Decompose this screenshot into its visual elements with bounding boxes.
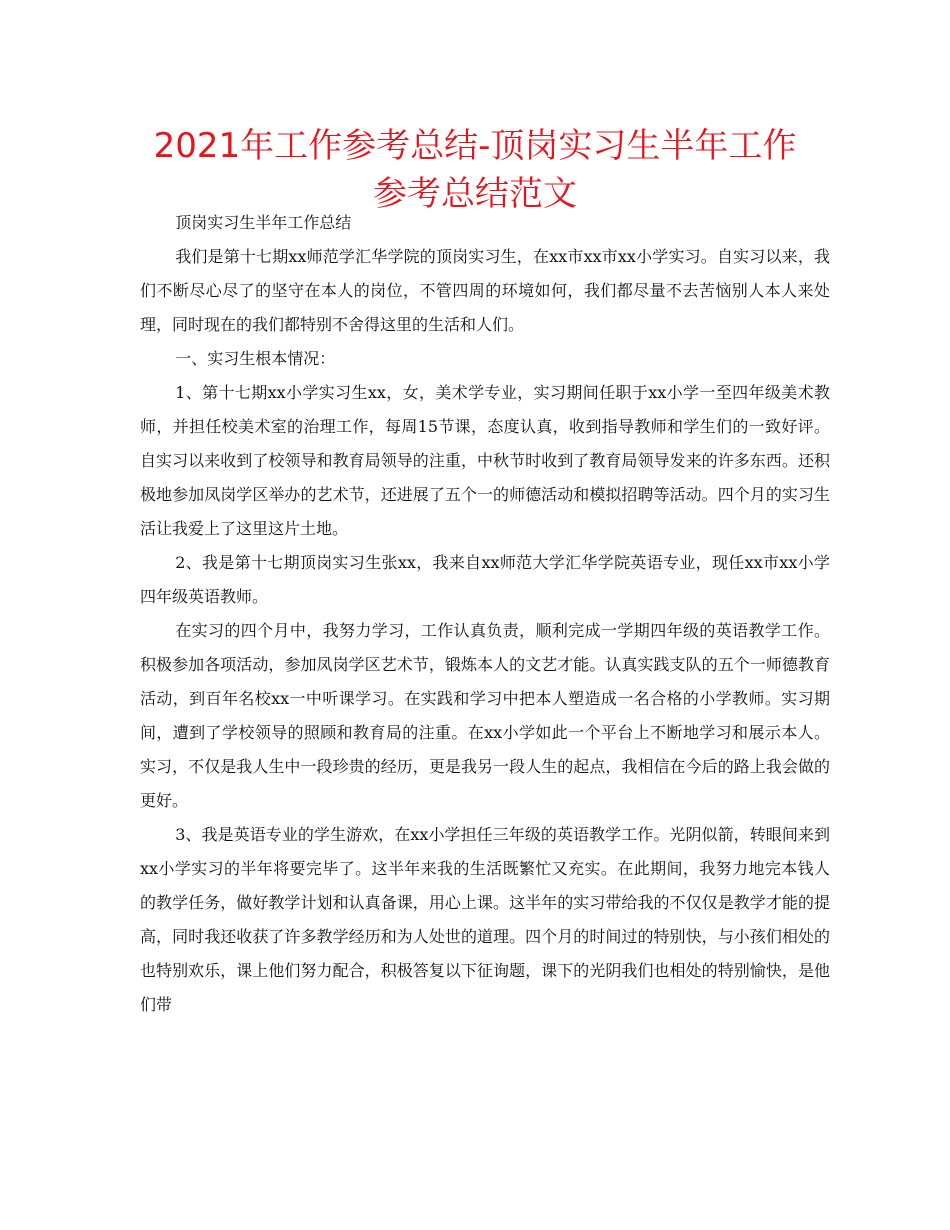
paragraph-intern-2: 2、我是第十七期顶岗实习生张xx，我来自xx师范大学汇华学院英语专业，现任xx市xx小学四年级英语教师。 — [140, 553, 830, 606]
paragraph-subtitle: 顶岗实习生半年工作总结 — [175, 213, 352, 232]
paragraph-intern-2-detail: 在实习的四个月中，我努力学习，工作认真负责，顺利完成一学期四年级的英语教学工作。积极参加各项活动，参加凤岗学区艺术节，锻炼本人的文艺才能。认真实践支队的五个一师德教育活动，到百年名校xx一中听课学习。在实践和学习中把本人塑造成一名合格的小学教师。实习期间，遭到了学校领导的照顾和教育局的注重。在xx小学如此一个平台上不断地学习和展示本人。实习，不仅是我人生中一段珍贵的经历，更是我另一段人生的起点，我相信在今后的路上我会做的更好。 — [140, 621, 830, 810]
document-title: 2021年工作参考总结-顶岗实习生半年工作参考总结范文 — [153, 126, 797, 214]
paragraph-intro: 我们是第十七期xx师范学汇华学院的顶岗实习生，在xx市xx市xx小学实习。自实习以来，我们不断尽心尽了的坚守在本人的岗位，不管四周的环境如何，我们都尽量不去苦恼别人本人来处理，同时现在的我们都特别不舍得这里的生活和人们。 — [140, 247, 830, 334]
section-heading-basic-info: 一、实习生根本情况： — [175, 349, 336, 368]
document-body — [140, 206, 830, 1022]
paragraph-intern-1: 1、第十七期xx小学实习生xx，女，美术学专业，实习期间任职于xx小学一至四年级美术教师，并担任校美术室的治理工作，每周15节课，态度认真，收到指导教师和学生们的一致好评。自实习以来收到了校领导和教育局领导的注重，中秋节时收到了教育局领导发来的许多东西。还积极地参加凤岗学区举办的艺术节，还进展了五个一的师德活动和模拟招聘等活动。四个月的实习生活让我爱上了这里这片土地。 — [140, 383, 830, 538]
paragraph-intern-3: 3、我是英语专业的学生游欢，在xx小学担任三年级的英语教学工作。光阴似箭，转眼间来到xx小学实习的半年将要完毕了。这半年来我的生活既繁忙又充实。在此期间，我努力地完本钱人的教学任务，做好教学计划和认真备课，用心上课。这半年的实习带给我的不仅仅是教学才能的提高，同时我还收获了许多教学经历和为人处世的道理。四个月的时间过的特别快，与小孩们相处的也特别欢乐，课上他们努力配合，积极答复以下征询题，课下的光阴我们也相处的特别愉快，是他们带 — [140, 825, 830, 1014]
